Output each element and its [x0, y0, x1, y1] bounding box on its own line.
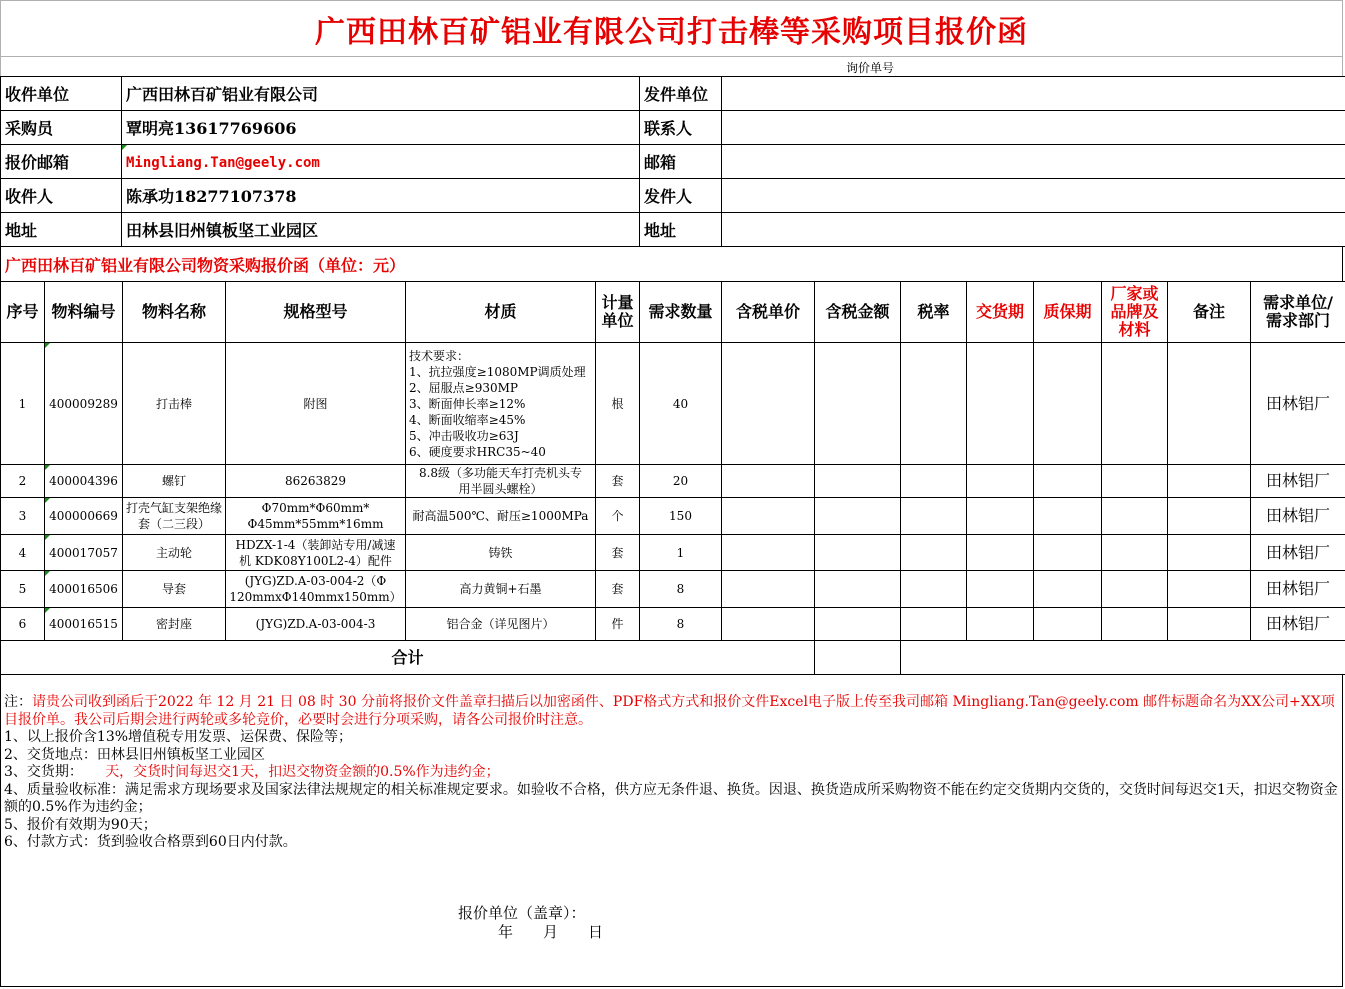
cell-warranty[interactable]: [1034, 498, 1102, 535]
cell-material: 铝合金（详见图片）: [406, 608, 596, 641]
info-value[interactable]: [722, 77, 1345, 111]
cell-amount[interactable]: [815, 465, 901, 498]
cell-material: 耐高温500℃、耐压≥1000MPa: [406, 498, 596, 535]
cell-code: 400016506: [45, 571, 123, 608]
cell-dept: 田林铝厂: [1251, 343, 1345, 465]
cell-warranty[interactable]: [1034, 465, 1102, 498]
material-line: 2、屈服点≥930MP: [409, 380, 518, 395]
cell-seq: 3: [1, 498, 45, 535]
note-item: 4、质量验收标准：满足需求方现场要求及国家法律法规规定的相关标准规定要求。如验收不合格，供方应无条件退、换货。因退、换货造成所采购物资不能在约定交货期内交货的，交货时间每迟交1天，扣迟交物资金额的0.5%作为违约金；: [4, 781, 1338, 815]
info-label: 联系人: [640, 111, 722, 145]
material-line: 1、抗拉强度≥1080MP调质处理: [409, 364, 586, 379]
inquiry-number-label: 询价单号: [846, 61, 895, 75]
header-seq: 序号: [1, 282, 45, 343]
table-row: [1, 465, 1345, 498]
cell-warranty[interactable]: [1034, 535, 1102, 571]
cell-tax[interactable]: [901, 465, 967, 498]
info-label: 地址: [1, 213, 122, 247]
header-delivery: 交货期: [967, 282, 1034, 343]
cell-material: [406, 465, 596, 498]
cell-warranty[interactable]: [1034, 343, 1102, 465]
inquiry-number-row: [0, 57, 1343, 76]
cell-qty: 20: [640, 465, 722, 498]
cell-tax[interactable]: [901, 608, 967, 641]
cell-name: 打壳气缸支架绝缘套（二三段）: [123, 498, 226, 535]
info-value[interactable]: 覃明亮13617769606: [122, 111, 640, 145]
header-dept-line: 需求单位/: [1263, 293, 1333, 312]
cell-material: 高力黄铜+石墨: [406, 571, 596, 608]
cell-qty: 8: [640, 608, 722, 641]
material-line: 用半圆头螺栓）: [458, 482, 543, 496]
cell-dept: 田林铝厂: [1251, 571, 1345, 608]
header-brand: [1102, 282, 1168, 343]
note-delivery-label: 3、交货期：: [4, 764, 83, 780]
material-line: 3、断面伸长率≥12%: [409, 396, 526, 411]
material-line: 技术要求：: [409, 348, 470, 363]
note-intro: [4, 694, 1342, 729]
material-line: 6、硬度要求HRC35~40: [409, 444, 546, 459]
cell-dept: 田林铝厂: [1251, 498, 1345, 535]
header-tax: 税率: [901, 282, 967, 343]
info-row: [1, 145, 1345, 179]
info-value[interactable]: [722, 145, 1345, 179]
cell-warranty[interactable]: [1034, 608, 1102, 641]
cell-unit: 件: [596, 608, 640, 641]
cell-qty: 8: [640, 571, 722, 608]
header-unit-line: 单位: [601, 311, 634, 330]
total-rest: [901, 641, 1345, 675]
spec-line: Φ45mm*55mm*16mm: [247, 517, 384, 531]
cell-unit: 套: [596, 535, 640, 571]
info-value[interactable]: 广西田林百矿铝业有限公司: [122, 77, 640, 111]
cell-tax[interactable]: [901, 343, 967, 465]
cell-spec: [226, 498, 406, 535]
cell-spec: (JYG)ZD.A-03-004-3: [226, 608, 406, 641]
info-label: 采购员: [1, 111, 122, 145]
info-label: 地址: [640, 213, 722, 247]
cell-name: 螺钉: [123, 465, 226, 498]
note-intro-text: 请贵公司收到函后于2022 年 12 月 21 日 08 时 30 分前将报价文件盖章扫描后以加密函件、PDF格式方式和报价文件Excel电子版上传至我司邮箱 Mingliang.Tan@geely.com 邮件标题命名为XX公司+XX项目报价单。我公司后期会进行两轮或多轮竞价，必要时会进行分项采购，请各公司报价时注意。: [4, 694, 1335, 728]
material-line: 4、断面收缩率≥45%: [409, 412, 526, 427]
header-brand-line: 厂家或: [1110, 284, 1159, 303]
info-value[interactable]: [722, 213, 1345, 247]
signature-date: 年 月 日: [498, 923, 604, 941]
cell-price[interactable]: [722, 608, 815, 641]
header-code: 物料编号: [45, 282, 123, 343]
info-row: [1, 213, 1345, 247]
cell-amount[interactable]: [815, 535, 901, 571]
header-amount: 含税金额: [815, 282, 901, 343]
total-row: [1, 641, 1345, 675]
cell-delivery[interactable]: [967, 498, 1034, 535]
note-item: 6、付款方式：货到验收合格票到60日内付款。: [4, 834, 297, 850]
cell-seq: 2: [1, 465, 45, 498]
cell-amount[interactable]: [815, 498, 901, 535]
cell-seq: 5: [1, 571, 45, 608]
cell-price[interactable]: [722, 498, 815, 535]
total-amount[interactable]: [815, 641, 901, 675]
cell-spec: 86263829: [226, 465, 406, 498]
cell-seq: 1: [1, 343, 45, 465]
header-spec: 规格型号: [226, 282, 406, 343]
items-table: [0, 281, 1345, 675]
note-item: [4, 764, 1342, 782]
spec-line: 机 KDK08Y100L2-4）配件: [239, 553, 392, 568]
cell-brand[interactable]: [1102, 608, 1168, 641]
note-item: 2、交货地点：田林县旧州镇板坚工业园区: [4, 746, 265, 763]
spec-line: (JYG)ZD.A-03-004-2（Φ: [244, 574, 387, 588]
cell-code: 400017057: [45, 535, 123, 571]
table-row: [1, 535, 1345, 571]
info-label: 发件人: [640, 179, 722, 213]
cell-spec: [226, 535, 406, 571]
info-label: 收件人: [1, 179, 122, 213]
cell-remark[interactable]: [1168, 465, 1251, 498]
section-title: 广西田林百矿铝业有限公司物资采购报价函（单位：元）: [0, 247, 1343, 281]
header-unit: [596, 282, 640, 343]
header-price: 含税单价: [722, 282, 815, 343]
cell-delivery[interactable]: [967, 571, 1034, 608]
cell-code: 400016515: [45, 608, 123, 641]
cell-name: 密封座: [123, 608, 226, 641]
contact-info-table: [0, 76, 1345, 247]
cell-delivery[interactable]: [967, 465, 1034, 498]
total-label: 合计: [1, 641, 815, 675]
cell-seq: 4: [1, 535, 45, 571]
cell-unit: 套: [596, 465, 640, 498]
material-line: 8.8级（多功能天车打壳机头专: [418, 466, 583, 480]
cell-unit: 套: [596, 571, 640, 608]
cell-brand[interactable]: [1102, 343, 1168, 465]
header-brand-line: 材料: [1118, 320, 1151, 339]
header-warranty: 质保期: [1034, 282, 1102, 343]
note-item: 1、以上报价含13%增值税专用发票、运保费、保险等；: [4, 729, 353, 745]
table-row: [1, 498, 1345, 535]
cell-qty: 150: [640, 498, 722, 535]
info-value[interactable]: 陈承功18277107378: [122, 179, 640, 213]
cell-tax[interactable]: [901, 498, 967, 535]
cell-code: 400009289: [45, 343, 123, 465]
spec-line: 120mmxΦ140mmx150mm）: [229, 590, 402, 604]
table-row: [1, 571, 1345, 608]
cell-remark[interactable]: [1168, 608, 1251, 641]
cell-price[interactable]: [722, 465, 815, 498]
spec-line: Φ70mm*Φ60mm*: [261, 501, 370, 515]
signature-label: 报价单位（盖章）：: [458, 904, 586, 922]
cell-qty: 40: [640, 343, 722, 465]
cell-unit: 个: [596, 498, 640, 535]
cell-remark[interactable]: [1168, 571, 1251, 608]
header-dept: [1251, 282, 1345, 343]
table-row: [1, 608, 1345, 641]
cell-material: 铸铁: [406, 535, 596, 571]
header-brand-line: 品牌及: [1110, 302, 1159, 321]
cell-amount[interactable]: [815, 571, 901, 608]
cell-amount[interactable]: [815, 343, 901, 465]
header-qty: 需求数量: [640, 282, 722, 343]
cell-unit: 根: [596, 343, 640, 465]
cell-price[interactable]: [722, 343, 815, 465]
cell-delivery[interactable]: [967, 343, 1034, 465]
cell-remark[interactable]: [1168, 535, 1251, 571]
info-value[interactable]: [722, 179, 1345, 213]
cell-code: 400000669: [45, 498, 123, 535]
cell-name: 导套: [123, 571, 226, 608]
items-header-row: [1, 282, 1345, 343]
cell-tax[interactable]: [901, 571, 967, 608]
cell-delivery[interactable]: [967, 608, 1034, 641]
info-label: 收件单位: [1, 77, 122, 111]
note-delivery-text: 天，交货时间每迟交1天，扣迟交物资金额的0.5%作为违约金；: [105, 764, 500, 780]
info-value[interactable]: [722, 111, 1345, 145]
info-row: [1, 111, 1345, 145]
header-name: 物料名称: [123, 282, 226, 343]
cell-seq: 6: [1, 608, 45, 641]
cell-dept: 田林铝厂: [1251, 465, 1345, 498]
cell-qty: 1: [640, 535, 722, 571]
cell-brand[interactable]: [1102, 465, 1168, 498]
cell-dept: 田林铝厂: [1251, 608, 1345, 641]
info-label: 邮箱: [640, 145, 722, 179]
cell-price[interactable]: [722, 535, 815, 571]
header-unit-line: 计量: [601, 293, 634, 312]
info-row: [1, 179, 1345, 213]
cell-price[interactable]: [722, 571, 815, 608]
page-title: 广西田林百矿铝业有限公司打击棒等采购项目报价函: [0, 0, 1343, 57]
cell-material: [406, 343, 596, 465]
info-label: 报价邮箱: [1, 145, 122, 179]
quote-email-link[interactable]: Mingliang.Tan@geely.com: [126, 155, 320, 171]
spec-line: HDZX-1-4（装卸站专用/减速: [235, 537, 396, 552]
cell-remark[interactable]: [1168, 343, 1251, 465]
quote-email-cell[interactable]: [122, 145, 640, 179]
cell-warranty[interactable]: [1034, 571, 1102, 608]
header-material: 材质: [406, 282, 596, 343]
header-dept-line: 需求部门: [1265, 311, 1330, 330]
cell-tax[interactable]: [901, 535, 967, 571]
header-remark: 备注: [1168, 282, 1251, 343]
material-line: 5、冲击吸收功≥63J: [409, 428, 519, 443]
cell-brand[interactable]: [1102, 571, 1168, 608]
cell-amount[interactable]: [815, 608, 901, 641]
info-value[interactable]: 田林县旧州镇板坚工业园区: [122, 213, 640, 247]
cell-delivery[interactable]: [967, 535, 1034, 571]
table-row: [1, 343, 1345, 465]
notes-block: [4, 694, 1342, 852]
cell-spec: 附图: [226, 343, 406, 465]
cell-spec: [226, 571, 406, 608]
cell-name: 主动轮: [123, 535, 226, 571]
cell-name: 打击棒: [123, 343, 226, 465]
cell-brand[interactable]: [1102, 498, 1168, 535]
cell-remark[interactable]: [1168, 498, 1251, 535]
note-item: 5、报价有效期为90天；: [4, 816, 157, 833]
cell-code: 400004396: [45, 465, 123, 498]
cell-brand[interactable]: [1102, 535, 1168, 571]
info-row: [1, 77, 1345, 111]
signature-block: [458, 904, 603, 942]
info-label: 发件单位: [640, 77, 722, 111]
cell-dept: 田林铝厂: [1251, 535, 1345, 571]
note-prefix: 注：: [4, 694, 32, 710]
